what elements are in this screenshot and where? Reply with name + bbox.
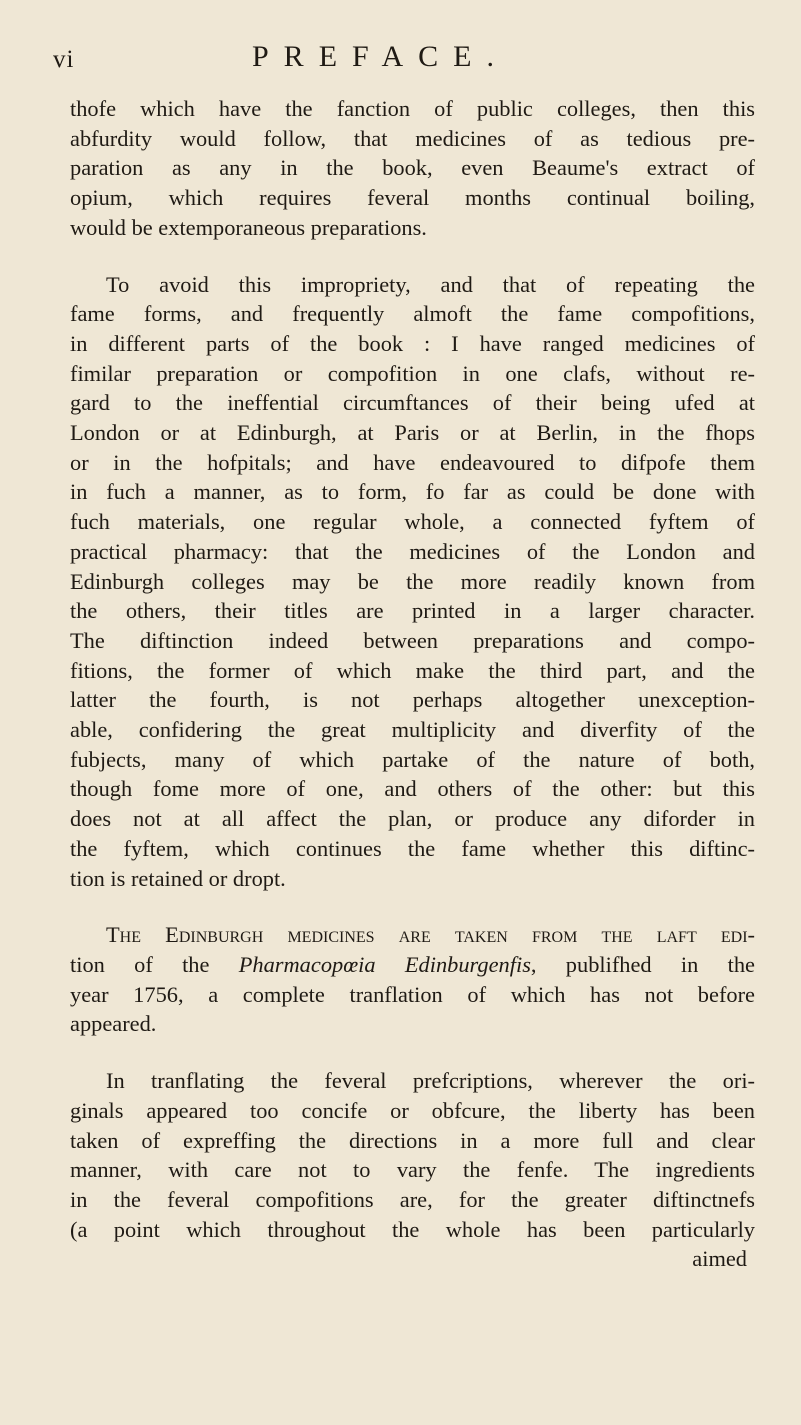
text-line: tion of the Pharmacopœia Edinburgenfis, publifhed in the	[70, 951, 755, 977]
paragraph-2	[70, 270, 755, 894]
text-line: fame forms, and frequently almoft the fame compofitions,	[70, 301, 755, 327]
text-line: fitions, the former of which make the third part, and the	[70, 657, 755, 683]
text-line: ginals appeared too concife or obfcure, the liberty has been	[70, 1097, 755, 1123]
text-line: in different parts of the book : I have ranged medicines of	[70, 330, 755, 356]
text-line: or in the hofpitals; and have endeavoured to difpofe them	[70, 449, 755, 475]
text-line: the others, their titles are printed in a larger character.	[70, 598, 755, 624]
text-line: The diftinction indeed between preparations and compo-	[70, 627, 755, 653]
text-line: fubjects, many of which partake of the nature of both,	[70, 746, 755, 772]
text-line: though fome more of one, and others of the other: but this	[70, 776, 755, 802]
text-line: The Edinburgh medicines are taken from the laft edi-	[106, 922, 755, 948]
text-line: in the feveral compofitions are, for the greater diftinctnefs	[70, 1186, 755, 1212]
paragraph-3	[70, 920, 755, 1039]
catchword-line	[70, 1244, 755, 1274]
text-line: (a point which throughout the whole has been particularly	[70, 1216, 755, 1242]
text-line: London or at Edinburgh, at Paris or at Berlin, in the fhops	[70, 420, 755, 446]
text-line: fimilar preparation or compofition in one clafs, without re-	[70, 360, 755, 386]
running-head: PREFACE.	[252, 40, 509, 73]
book-title: Pharmacopœia Edinburgenfis	[238, 951, 531, 977]
text-line: gard to the ineffential circumftances of their being ufed at	[70, 390, 755, 416]
text-line: latter the fourth, is not perhaps altogether unexception-	[70, 687, 755, 713]
text-line: paration as any in the book, even Beaume's extract of	[70, 155, 755, 181]
text-line: tion is retained or dropt.	[70, 865, 286, 891]
page-header	[0, 40, 801, 80]
catchword: aimed	[692, 1246, 747, 1272]
text-line: would be extemporaneous preparations.	[70, 214, 427, 240]
text-line: year 1756, a complete tranflation of which has not before	[70, 981, 755, 1007]
text-line: does not at all affect the plan, or produce any diforder in	[70, 806, 755, 832]
text-line: To avoid this impropriety, and that of repeating the	[106, 271, 755, 297]
text-line: abfurdity would follow, that medicines of as tedious pre-	[70, 125, 755, 151]
text-line: Edinburgh colleges may be the more readily known from	[70, 568, 755, 594]
text-line: practical pharmacy: that the medicines of the London and	[70, 538, 755, 564]
page-number: vi	[53, 46, 75, 73]
text-line: able, confidering the great multiplicity and diverfity of the	[70, 717, 755, 743]
text-line: In tranflating the feveral prefcriptions, wherever the ori-	[106, 1068, 755, 1094]
body-text	[70, 94, 755, 1274]
text-line: opium, which requires feveral months continual boiling,	[70, 185, 755, 211]
paragraph-1	[70, 94, 755, 243]
text-line: the fyftem, which continues the fame whether this diftinc-	[70, 835, 755, 861]
paragraph-4	[70, 1066, 755, 1244]
text-line: fuch materials, one regular whole, a connected fyftem of	[70, 509, 755, 535]
text-line: in fuch a manner, as to form, fo far as could be done with	[70, 479, 755, 505]
text-line: manner, with care not to vary the fenfe. The ingredients	[70, 1157, 755, 1183]
text-line: taken of expreffing the directions in a more full and clear	[70, 1127, 755, 1153]
text-line: thofe which have the fanction of public colleges, then this	[70, 96, 755, 121]
text-line: appeared.	[70, 1011, 157, 1037]
